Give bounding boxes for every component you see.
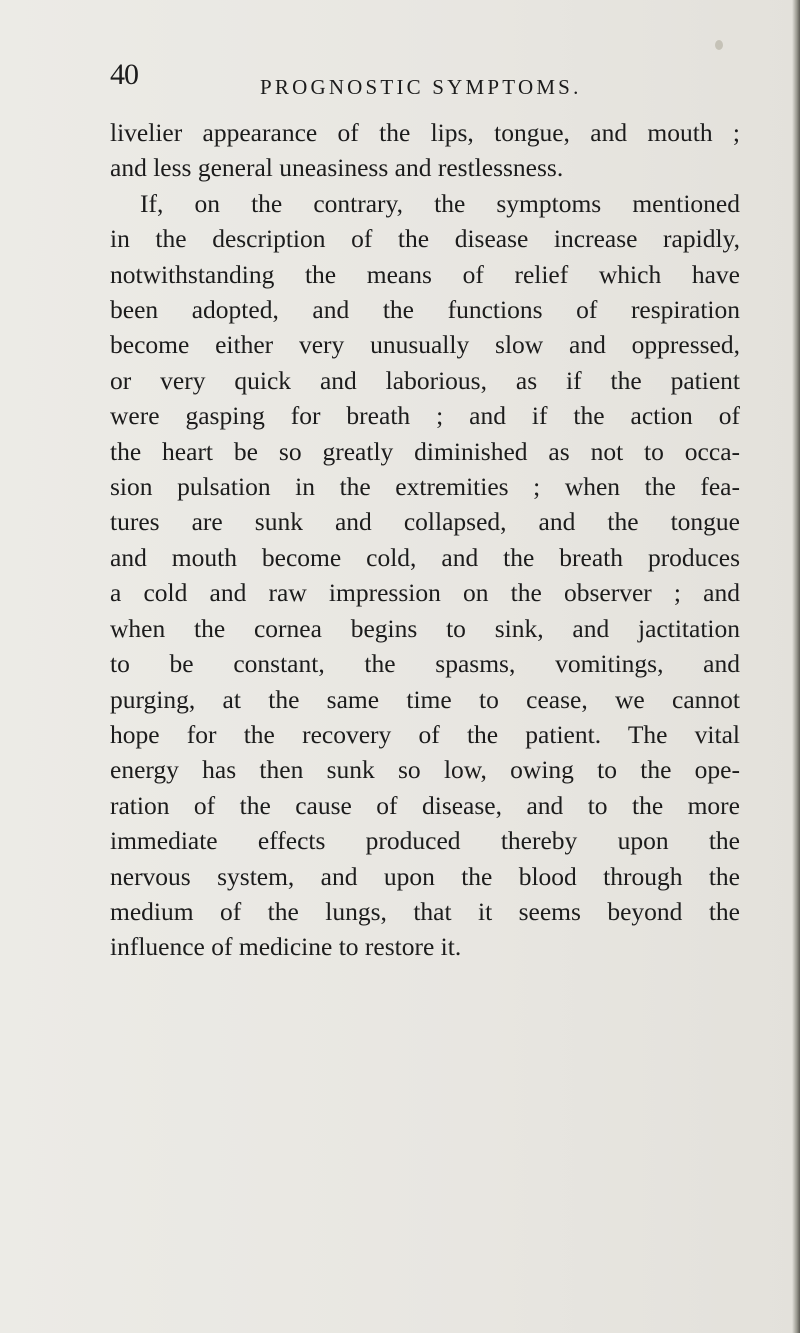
text-line: when the cornea begins to sink, and jactitation	[110, 613, 740, 643]
text-line: become either very unusually slow and oppressed,	[110, 330, 740, 360]
text-line: the heart be so greatly diminished as not to occa-	[110, 436, 740, 466]
text-line: to be constant, the spasms, vomitings, and	[110, 649, 740, 679]
paper-spot	[715, 40, 723, 50]
text-line: If, on the contrary, the symptoms mentioned	[140, 188, 740, 218]
text-line: livelier appearance of the lips, tongue, and mouth ;	[110, 118, 740, 147]
text-line: a cold and raw impression on the observer ; and	[110, 578, 740, 608]
text-line: sion pulsation in the extremities ; when the fea-	[110, 472, 740, 502]
text-line: purging, at the same time to cease, we cannot	[110, 684, 740, 714]
text-line: immediate effects produced thereby upon the	[110, 826, 740, 856]
text-line: and mouth become cold, and the breath produces	[110, 542, 740, 572]
text-line: or very quick and laborious, as if the patient	[110, 365, 740, 395]
body-text	[110, 115, 740, 965]
text-line: and less general uneasiness and restlessness.	[110, 153, 564, 183]
text-line: notwithstanding the means of relief which have	[110, 259, 740, 289]
text-line: energy has then sunk so low, owing to the ope-	[110, 755, 740, 785]
running-head: PROGNOSTIC SYMPTOMS.	[260, 75, 582, 99]
text-line: tures are sunk and collapsed, and the tongue	[110, 507, 740, 537]
page-number: 40	[110, 58, 138, 91]
text-line: influence of medicine to restore it.	[110, 932, 462, 962]
text-line: been adopted, and the functions of respiration	[110, 295, 740, 325]
text-line: were gasping for breath ; and if the action of	[110, 401, 740, 431]
text-line: ration of the cause of disease, and to the more	[110, 790, 740, 820]
text-line: hope for the recovery of the patient. The vital	[110, 719, 740, 749]
text-line: nervous system, and upon the blood through the	[110, 861, 740, 891]
text-line: medium of the lungs, that it seems beyond the	[110, 896, 740, 926]
page-edge-shadow	[792, 0, 800, 1333]
text-line: in the description of the disease increase rapidly,	[110, 224, 740, 254]
